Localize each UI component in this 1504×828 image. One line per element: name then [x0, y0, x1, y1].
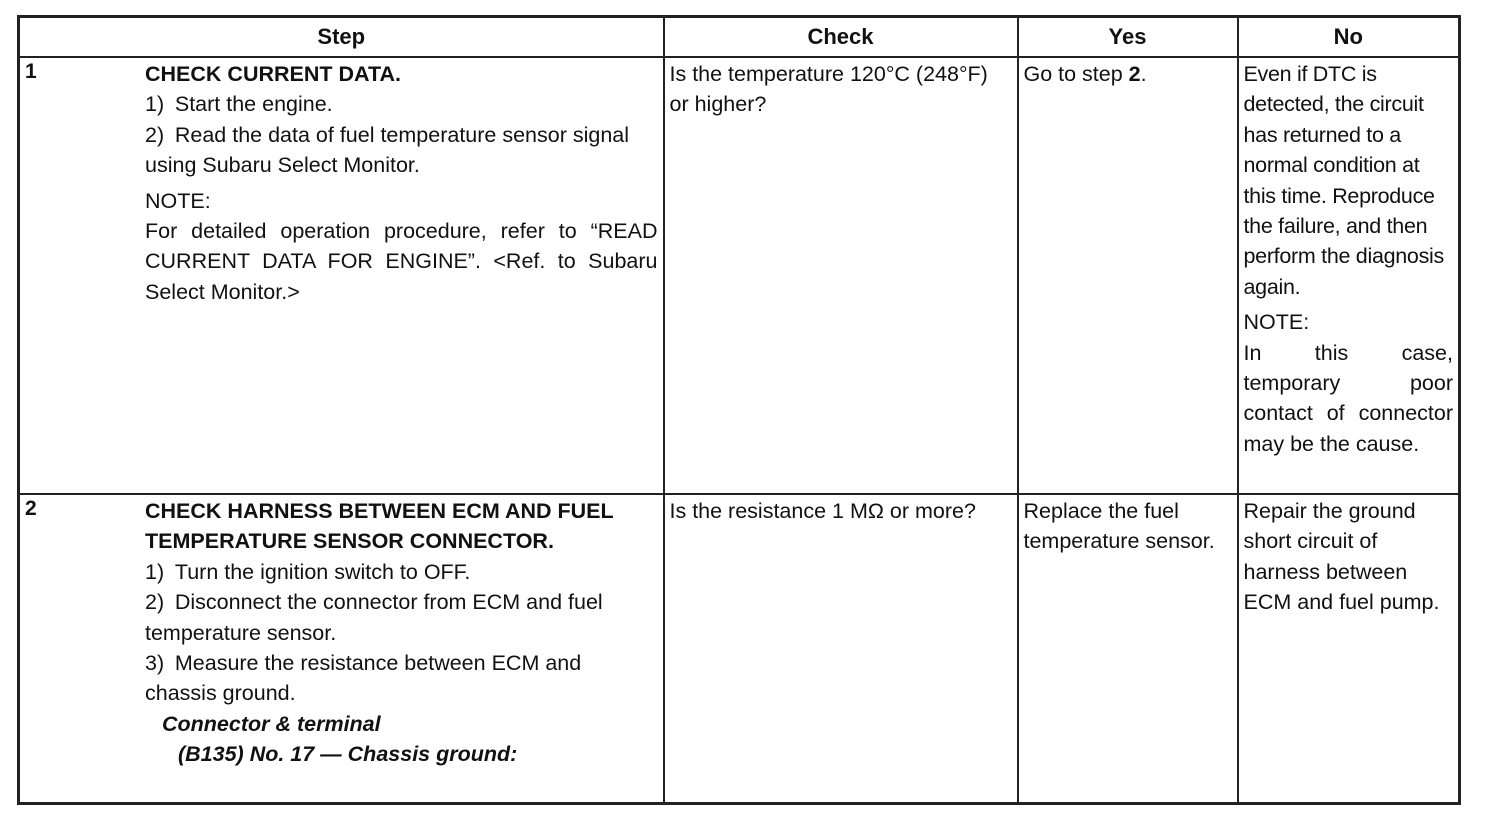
step-instruction: 2) Disconnect the connector from ECM and fuel temperature sensor. [145, 590, 603, 645]
no-cell [1238, 57, 1460, 494]
no-cell [1238, 494, 1460, 803]
note-label: NOTE: [145, 188, 211, 213]
yes-cell [1018, 57, 1238, 494]
step-instruction: 1) Turn the ignition switch to OFF. [145, 559, 471, 584]
yes-suffix: . [1140, 62, 1147, 86]
check-question: Is the temperature 120°C (248°F) or higher? [669, 62, 988, 117]
yes-action: Replace the fuel temperature sensor. [1023, 499, 1215, 554]
step-instruction: 1) Start the engine. [145, 92, 333, 117]
no-note-label: NOTE: [1243, 310, 1310, 335]
header-no: No [1238, 17, 1460, 58]
step-content [140, 495, 663, 770]
step-title: CHECK CURRENT DATA. [145, 62, 401, 86]
step-content [140, 58, 663, 307]
note-text: For detailed operation procedure, refer to “READ CURRENT DATA FOR ENGINE”. <Ref. to Subaru Select Monitor.> [145, 219, 658, 304]
header-check: Check [664, 17, 1018, 58]
no-note-text: In this case, temporary poor contact of connector may be the cause. [1243, 340, 1453, 456]
header-step: Step [19, 17, 664, 58]
yes-action [1019, 58, 1237, 89]
diagnostic-table [17, 15, 1461, 805]
step-cell [19, 494, 664, 803]
step-number: 1 [25, 60, 37, 83]
yes-step-ref: 2 [1128, 62, 1141, 86]
terminal-value: (B135) No. 17 — Chassis ground: [178, 742, 518, 767]
no-content [1239, 58, 1459, 459]
no-action: Even if DTC is detected, the circuit has returned to a normal condition at this time. Reproduce the failure, and then perform the diagnosis again. [1243, 62, 1444, 299]
check-cell [664, 494, 1018, 803]
header-yes: Yes [1018, 17, 1238, 58]
no-action: Repair the ground short circuit of harness between ECM and fuel pump. [1243, 499, 1440, 615]
step-instruction: 3) Measure the resistance between ECM and chassis ground. [145, 651, 582, 706]
header-row [19, 17, 1460, 58]
yes-cell [1018, 494, 1238, 803]
check-cell [664, 57, 1018, 494]
yes-text: Go to step [1023, 62, 1129, 86]
table-row [19, 57, 1460, 494]
step-number: 2 [25, 497, 37, 520]
step-cell [19, 57, 664, 494]
step-title: CHECK HARNESS BETWEEN ECM AND FUEL TEMPERATURE SENSOR CONNECTOR. [145, 499, 614, 554]
step-instruction: 2) Read the data of fuel temperature sensor signal using Subaru Select Monitor. [145, 122, 630, 178]
terminal-label: Connector & terminal [162, 711, 381, 736]
check-question: Is the resistance 1 MΩ or more? [669, 499, 976, 523]
table-row [19, 494, 1460, 803]
